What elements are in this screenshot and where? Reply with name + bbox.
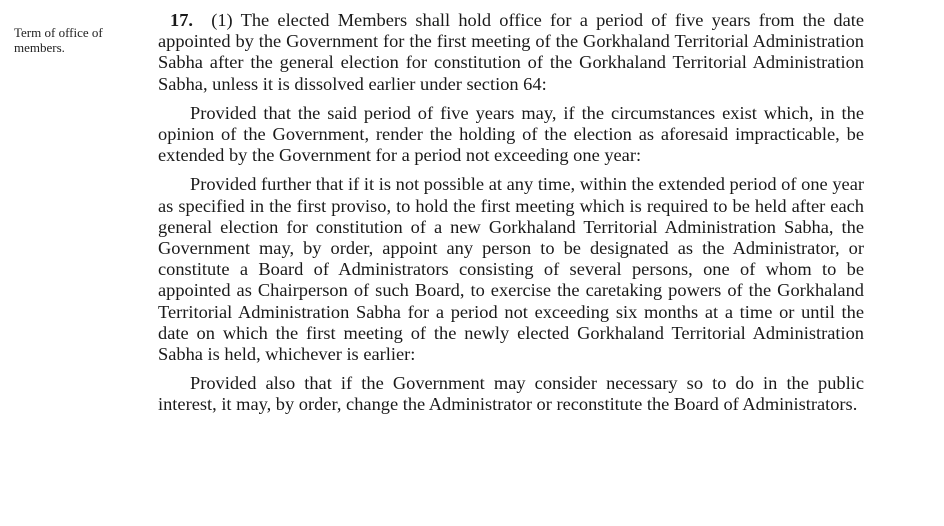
section-body [158, 10, 864, 416]
proviso-first: Provided that the said period of five years may, if the circumstances exist which, in the opinion of the Government, render the holding of the election as aforesaid impracticable, be extended by the Government for a period not exceeding one year: [158, 102, 864, 166]
section-number: 17. [170, 10, 193, 30]
proviso-further: Provided further that if it is not possible at any time, within the extended period of one year as specified in the first proviso, to hold the first meeting which is required to be held after each general election for constitution of a new Gorkhaland Territorial Administration Sabha, the Government may, by order, appoint any person to be designated as the Administrator, or constitute a Board of Administrators consisting of several persons, one of whom to be appointed as Chairperson of such Board, to exercise the caretaking powers of the Gorkhaland Territorial Administration Sabha for a period not exceeding six months at a time or until the date on which the first meeting of the newly elected Gorkhaland Territorial Administration Sabha is held, whichever is earlier: [158, 174, 864, 365]
subsection-number: (1) [211, 10, 233, 30]
section-main-text: The elected Members shall hold office for a period of five years from the date appointed by the Government for the first meeting of the Gorkhaland Territorial Administration Sabha after the general election for constitution of the Gorkhaland Territorial Administration Sabha, unless it is dissolved earlier under section 64: [158, 10, 865, 94]
proviso-also: Provided also that if the Government may consider necessary so to do in the public interest, it may, by order, change the Administrator or reconstitute the Board of Administrators. [158, 373, 864, 415]
margin-note: Term of office of members. [14, 25, 103, 55]
section-main-paragraph [158, 10, 864, 95]
